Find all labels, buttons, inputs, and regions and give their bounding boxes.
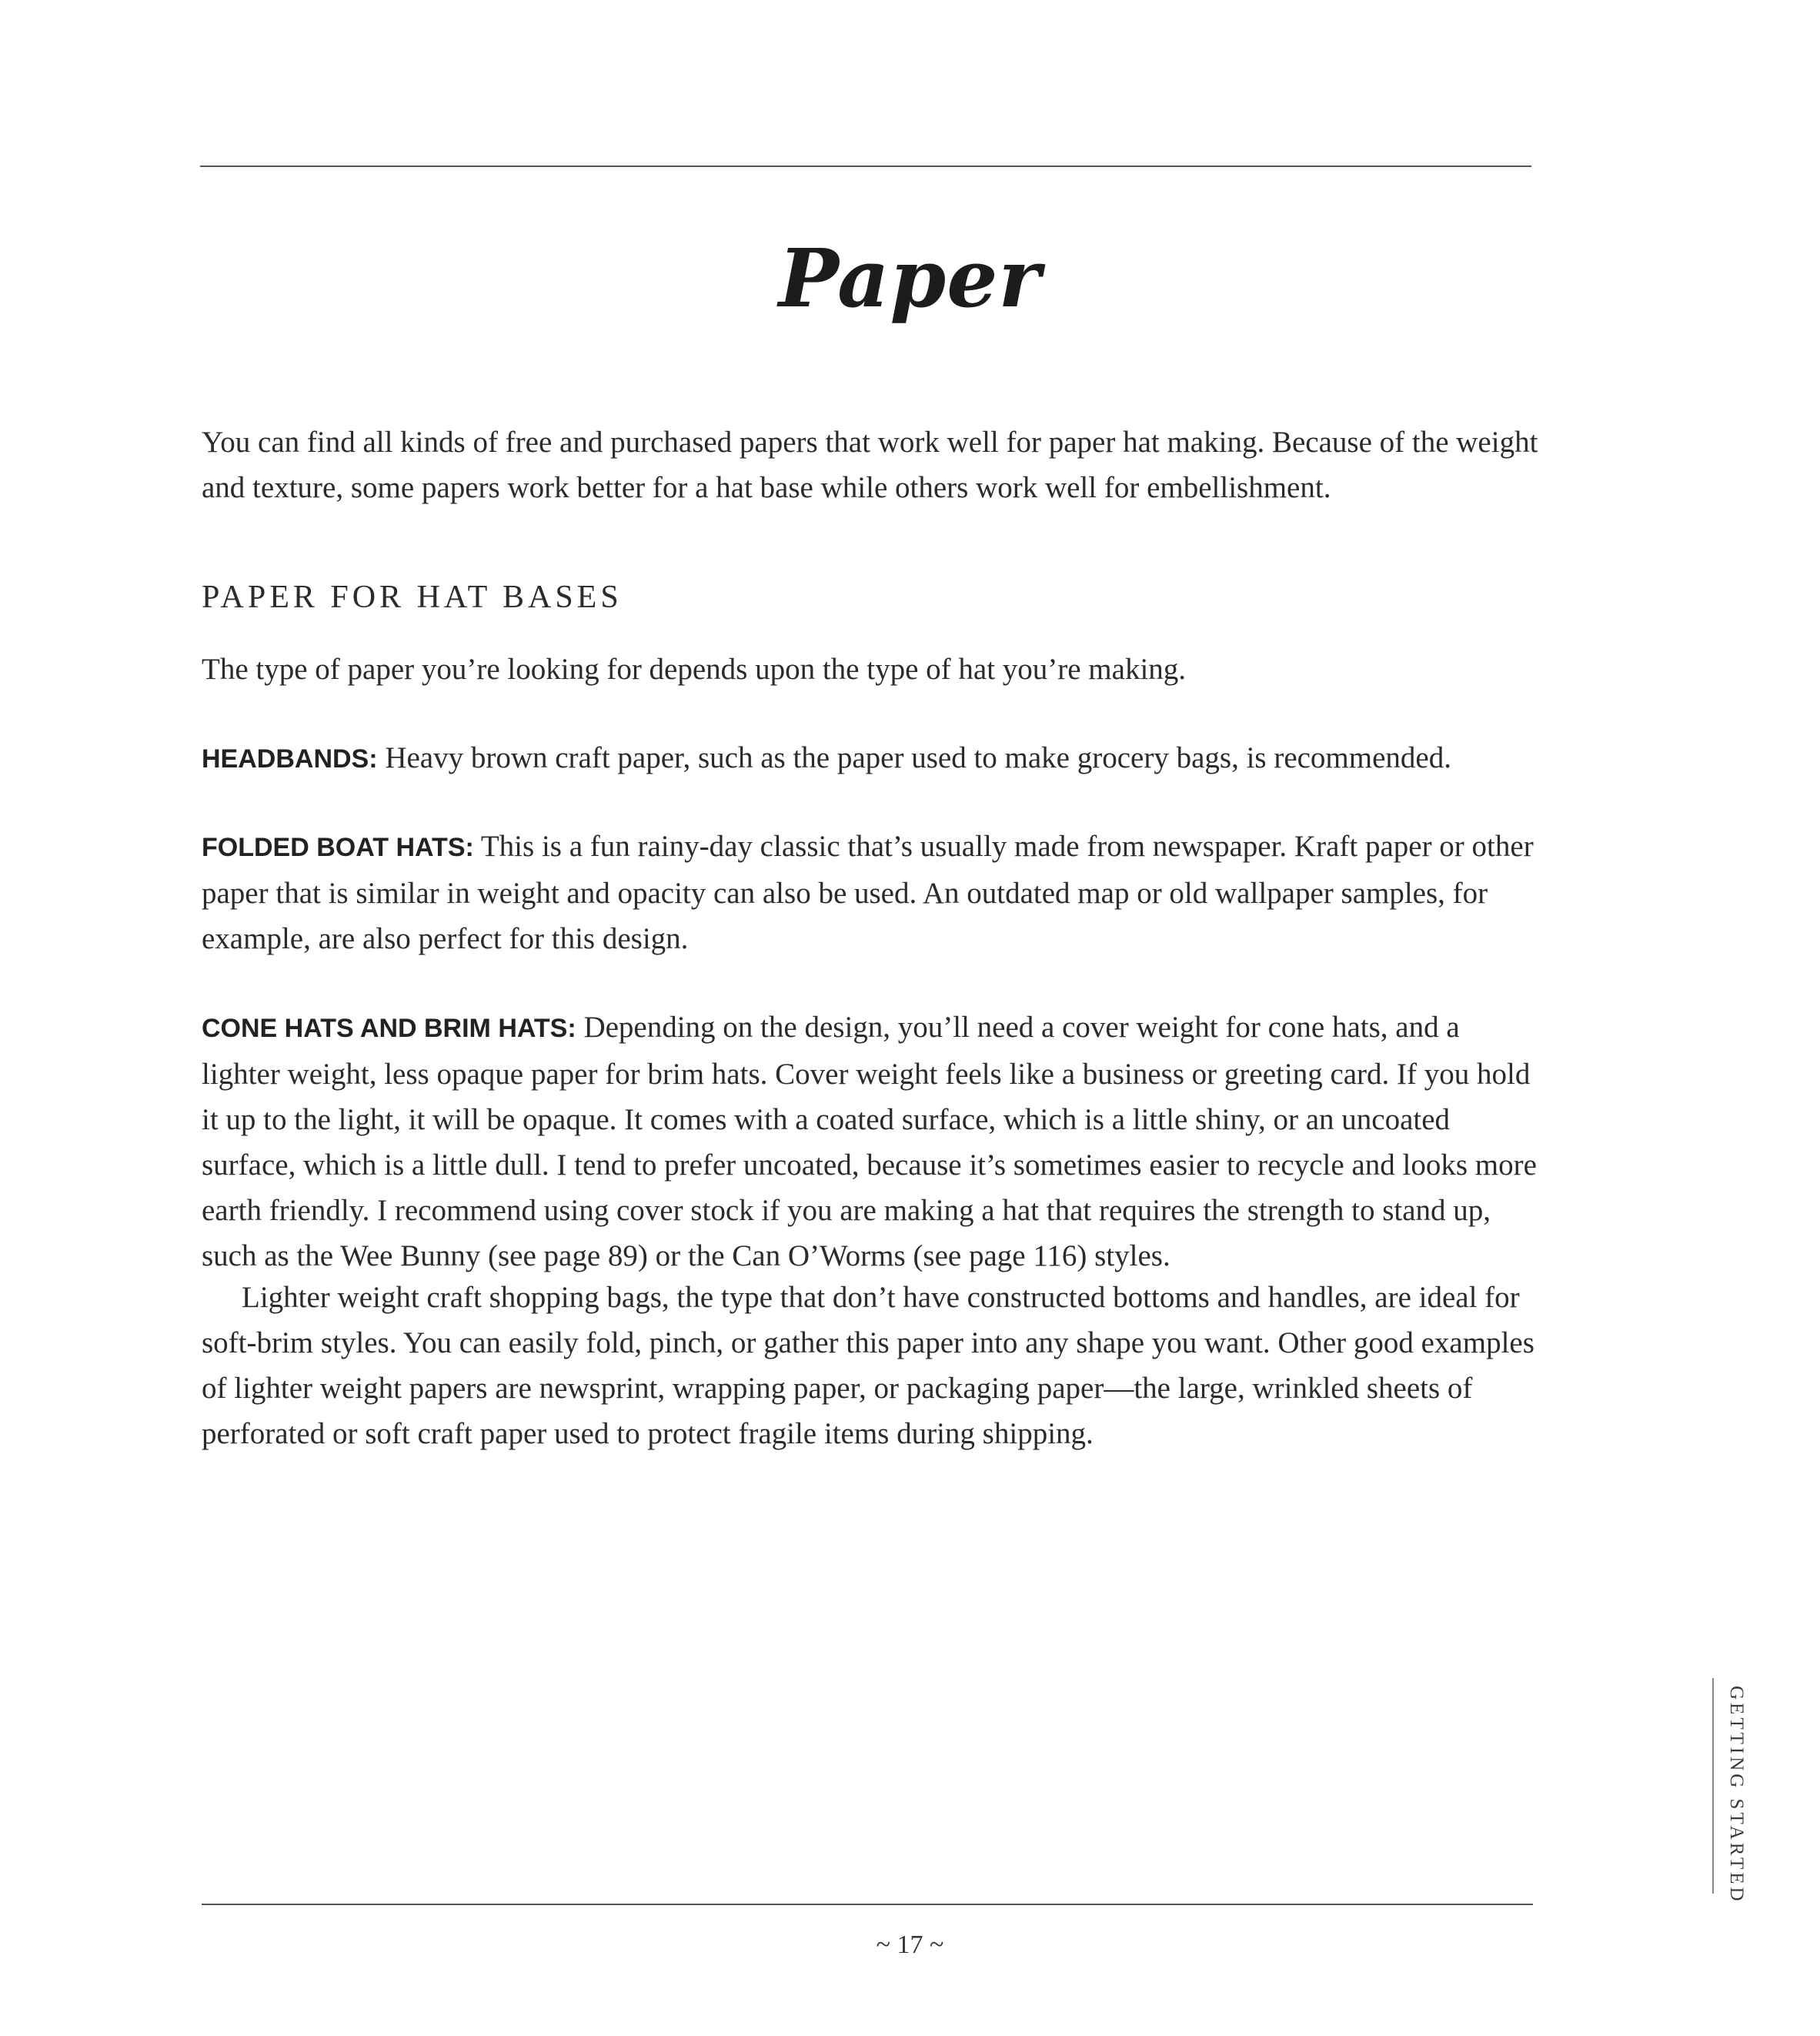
lighter-weight-paragraph: Lighter weight craft shopping bags, the type that don’t have constructed bottoms and handles, are ideal for soft-brim styles. You can easily fold, pinch, or gather this paper into any shape you want. Other good examples of lighter weight papers are newsprint, wrapping paper, or packaging paper—the large, wrinkled sheets of perforated or soft craft paper used to protect fragile items during shipping. — [202, 1281, 1534, 1450]
folded-boat-hats-label: FOLDED BOAT HATS: — [202, 833, 474, 862]
page-number: ~ 17 ~ — [876, 1931, 944, 1959]
headbands-text: Heavy brown craft paper, such as the paper used to make grocery bags, is recommended. — [385, 741, 1451, 774]
headbands-label: HEADBANDS: — [202, 744, 378, 774]
folded-boat-hats-text: This is a fun rainy-day classic that’s usually made from newspaper. Kraft paper or other paper that is similar in weight and opacity can also be used. An outdated map or old wallpaper samples, for example, are also perfect for this design. — [202, 830, 1534, 955]
cone-and-brim-hats-label: CONE HATS AND BRIM HATS: — [202, 1014, 576, 1043]
cone-and-brim-hats-text: Depending on the design, you’ll need a cover weight for cone hats, and a lighter weight, less opaque paper for brim hats. Cover weight feels like a business or greeting card. If you hold it up to the light, it will be opaque. It comes with a coated surface, which is a little shiny, or an uncoated surface, which is a little dull. I tend to prefer uncoated, because it’s sometimes easier to recycle and looks more earth friendly. I recommend using cover stock if you are making a hat that requires the strength to stand up, such as the Wee Bunny (see page 89) or the Can O’Worms (see page 116) styles. — [202, 1011, 1537, 1272]
top-rule — [200, 165, 1531, 167]
section-heading: PAPER FOR HAT BASES — [202, 580, 623, 615]
side-tab-label: GETTING STARTED — [1726, 1686, 1747, 1904]
bottom-rule — [202, 1904, 1533, 1905]
page-title: Paper — [778, 231, 1042, 326]
section-lead-paragraph: The type of paper you’re looking for depends upon the type of hat you’re making. — [202, 653, 1187, 686]
headbands-paragraph — [202, 735, 1541, 782]
cone-and-brim-hats-paragraph — [202, 1005, 1541, 1279]
intro-paragraph: You can find all kinds of free and purchased papers that work well for paper hat making. Because of the weight and texture, some papers work better for a hat base while others work well for embellishment. — [202, 426, 1538, 504]
folded-boat-hats-paragraph — [202, 824, 1541, 961]
